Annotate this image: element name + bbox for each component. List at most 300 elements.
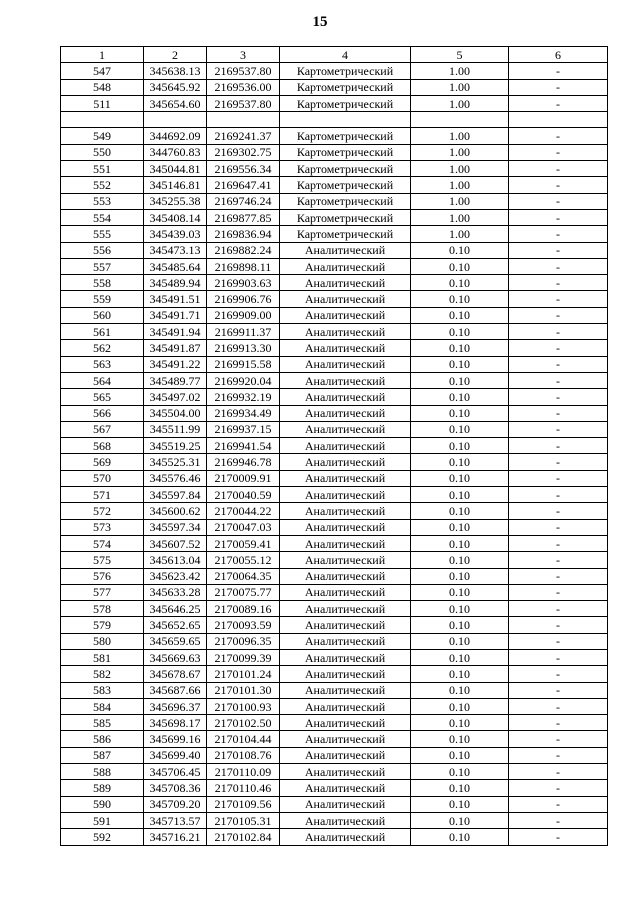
table-cell: 1.00 (411, 63, 509, 79)
table-cell: - (509, 405, 608, 421)
table-cell: 345491.71 (144, 307, 207, 323)
table-cell: 345645.92 (144, 79, 207, 95)
table-cell: 563 (61, 356, 144, 372)
table-cell: 592 (61, 829, 144, 845)
table-cell: 345716.21 (144, 829, 207, 845)
table-cell: 2170040.59 (207, 487, 280, 503)
table-cell: 345504.00 (144, 405, 207, 421)
table-cell: 547 (61, 63, 144, 79)
table-cell: 345519.25 (144, 438, 207, 454)
table-cell: 1.00 (411, 144, 509, 160)
table-cell: 345473.13 (144, 242, 207, 258)
table-cell: 0.10 (411, 601, 509, 617)
table-cell: 2169877.85 (207, 209, 280, 225)
table-cell: 554 (61, 209, 144, 225)
table-cell: Аналитический (280, 242, 411, 258)
table-cell: 2170101.24 (207, 666, 280, 682)
table-cell: - (509, 666, 608, 682)
table-cell: 588 (61, 764, 144, 780)
table-cell: 1.00 (411, 209, 509, 225)
table-cell: - (509, 177, 608, 193)
table-cell: Аналитический (280, 519, 411, 535)
table-cell: 2170099.39 (207, 649, 280, 665)
table-cell: 345489.77 (144, 372, 207, 388)
table-cell: 0.10 (411, 454, 509, 470)
table-cell: - (509, 682, 608, 698)
table-cell: Картометрический (280, 177, 411, 193)
table-row (61, 601, 608, 617)
coordinates-table (60, 46, 608, 846)
table-cell: 345613.04 (144, 552, 207, 568)
table-cell: - (509, 503, 608, 519)
table-cell: 2169932.19 (207, 389, 280, 405)
table-cell: - (509, 568, 608, 584)
table-cell: 584 (61, 698, 144, 714)
table-row (61, 95, 608, 111)
table-row (61, 503, 608, 519)
table-cell: 0.10 (411, 307, 509, 323)
table-cell: 345491.94 (144, 324, 207, 340)
table-cell: - (509, 715, 608, 731)
table-cell: - (509, 307, 608, 323)
table-cell: - (509, 829, 608, 845)
table-cell: - (509, 226, 608, 242)
table-body (61, 63, 608, 845)
table-cell: 1.00 (411, 128, 509, 144)
table-row (61, 324, 608, 340)
table-cell: 0.10 (411, 731, 509, 747)
table-cell: Картометрический (280, 79, 411, 95)
table-cell: 0.10 (411, 552, 509, 568)
table-cell: 0.10 (411, 519, 509, 535)
table-cell: 561 (61, 324, 144, 340)
table-cell: 1.00 (411, 226, 509, 242)
table-cell: 578 (61, 601, 144, 617)
table-row (61, 275, 608, 291)
table-row (61, 258, 608, 274)
table-row (61, 535, 608, 551)
table-cell: - (509, 372, 608, 388)
table-cell: Картометрический (280, 95, 411, 111)
table-cell: - (509, 649, 608, 665)
table-cell: - (509, 552, 608, 568)
table-cell: 0.10 (411, 535, 509, 551)
table-cell: 585 (61, 715, 144, 731)
table-cell: Аналитический (280, 568, 411, 584)
table-cell: 0.10 (411, 796, 509, 812)
table-cell: 0.10 (411, 649, 509, 665)
table-cell: 569 (61, 454, 144, 470)
table-cell: 345623.42 (144, 568, 207, 584)
table-cell: Картометрический (280, 226, 411, 242)
table-cell: 2169537.80 (207, 95, 280, 111)
table-cell: 2169946.78 (207, 454, 280, 470)
table-row (61, 617, 608, 633)
table-cell: Аналитический (280, 601, 411, 617)
table-header-row (61, 47, 608, 63)
table-row (61, 372, 608, 388)
table-cell: 590 (61, 796, 144, 812)
table-cell: - (509, 144, 608, 160)
table-cell: 345638.13 (144, 63, 207, 79)
table-cell: 345511.99 (144, 421, 207, 437)
table-cell: - (509, 584, 608, 600)
table-cell: Картометрический (280, 193, 411, 209)
table-cell: 2169302.75 (207, 144, 280, 160)
table-cell: Аналитический (280, 307, 411, 323)
table-cell: Аналитический (280, 340, 411, 356)
table-cell: Аналитический (280, 812, 411, 828)
table-cell: 2169898.11 (207, 258, 280, 274)
table-row (61, 161, 608, 177)
table-cell: 553 (61, 193, 144, 209)
table-row (61, 633, 608, 649)
table-cell: 2170093.59 (207, 617, 280, 633)
table-cell (411, 112, 509, 128)
table-row (61, 796, 608, 812)
table-cell: Аналитический (280, 324, 411, 340)
table-cell: 0.10 (411, 829, 509, 845)
table-cell: 573 (61, 519, 144, 535)
table-cell: 579 (61, 617, 144, 633)
table-cell: 345576.46 (144, 470, 207, 486)
table-cell: 0.10 (411, 715, 509, 731)
table-cell: - (509, 242, 608, 258)
table-cell: - (509, 796, 608, 812)
table-cell: - (509, 470, 608, 486)
table-cell: 2170089.16 (207, 601, 280, 617)
table-cell: 586 (61, 731, 144, 747)
table-cell: 345652.65 (144, 617, 207, 633)
table-cell: - (509, 161, 608, 177)
table-cell: 344760.83 (144, 144, 207, 160)
table-cell: Аналитический (280, 470, 411, 486)
table-cell: 345489.94 (144, 275, 207, 291)
table-cell: 551 (61, 161, 144, 177)
table-cell: 2169836.94 (207, 226, 280, 242)
table-row (61, 242, 608, 258)
table-cell: 345408.14 (144, 209, 207, 225)
table-cell: 2170009.91 (207, 470, 280, 486)
table-cell: Аналитический (280, 405, 411, 421)
table-cell: Аналитический (280, 454, 411, 470)
table-cell: 345491.87 (144, 340, 207, 356)
table-cell: 0.10 (411, 421, 509, 437)
table-cell: 581 (61, 649, 144, 665)
table-cell: 0.10 (411, 275, 509, 291)
table-cell: 0.10 (411, 568, 509, 584)
table-cell: 345497.02 (144, 389, 207, 405)
table-cell: Аналитический (280, 503, 411, 519)
table-cell: 345600.62 (144, 503, 207, 519)
column-header: 1 (61, 47, 144, 63)
table-cell: 345646.25 (144, 601, 207, 617)
table-cell: 1.00 (411, 177, 509, 193)
table-cell: 1.00 (411, 161, 509, 177)
table-cell: 556 (61, 242, 144, 258)
table-cell: 2169537.80 (207, 63, 280, 79)
table-cell: 345255.38 (144, 193, 207, 209)
table-row (61, 682, 608, 698)
table-cell: 2169556.34 (207, 161, 280, 177)
table-row (61, 193, 608, 209)
table-cell: 2170100.93 (207, 698, 280, 714)
table-cell (207, 112, 280, 128)
table-row (61, 584, 608, 600)
table-cell: 511 (61, 95, 144, 111)
table-cell: 583 (61, 682, 144, 698)
table-cell: 345698.17 (144, 715, 207, 731)
table-cell: 568 (61, 438, 144, 454)
table-cell: 0.10 (411, 780, 509, 796)
table-row (61, 649, 608, 665)
table-cell: 548 (61, 79, 144, 95)
table-cell: - (509, 601, 608, 617)
table-row (61, 128, 608, 144)
table-cell: 0.10 (411, 584, 509, 600)
table-cell: 0.10 (411, 372, 509, 388)
table-cell: 2170064.35 (207, 568, 280, 584)
table-cell: 1.00 (411, 79, 509, 95)
table-cell: Аналитический (280, 764, 411, 780)
table-cell: Аналитический (280, 372, 411, 388)
table-row (61, 112, 608, 128)
table-cell: 591 (61, 812, 144, 828)
table-cell: 560 (61, 307, 144, 323)
table-cell: 574 (61, 535, 144, 551)
table-cell: Аналитический (280, 291, 411, 307)
table-cell: 0.10 (411, 747, 509, 763)
table-row (61, 698, 608, 714)
table-row (61, 177, 608, 193)
table-cell: Аналитический (280, 421, 411, 437)
table-cell: 570 (61, 470, 144, 486)
table-cell: 345633.28 (144, 584, 207, 600)
table-cell: - (509, 812, 608, 828)
table-cell: 345678.67 (144, 666, 207, 682)
table-cell: 2170105.31 (207, 812, 280, 828)
table-cell: - (509, 128, 608, 144)
table-cell: - (509, 747, 608, 763)
table-cell: 345699.40 (144, 747, 207, 763)
table-cell: - (509, 389, 608, 405)
table-cell: 2169746.24 (207, 193, 280, 209)
table-cell: 345699.16 (144, 731, 207, 747)
table-cell: - (509, 698, 608, 714)
table-cell: 558 (61, 275, 144, 291)
table-cell: 2169882.24 (207, 242, 280, 258)
table-cell: 345597.34 (144, 519, 207, 535)
table-cell: 0.10 (411, 405, 509, 421)
table-cell: 2169920.04 (207, 372, 280, 388)
table-row (61, 340, 608, 356)
table-cell: 345687.66 (144, 682, 207, 698)
table-cell: Картометрический (280, 63, 411, 79)
table-cell (509, 112, 608, 128)
table-cell: 2170110.09 (207, 764, 280, 780)
table-cell: 2170055.12 (207, 552, 280, 568)
table-cell: - (509, 324, 608, 340)
table-cell: 2170059.41 (207, 535, 280, 551)
table-cell: 345659.65 (144, 633, 207, 649)
table-cell: - (509, 258, 608, 274)
table-cell: - (509, 519, 608, 535)
table-cell: 0.10 (411, 324, 509, 340)
table-cell: 0.10 (411, 633, 509, 649)
table-cell: 2170075.77 (207, 584, 280, 600)
table-row (61, 356, 608, 372)
table-cell: - (509, 764, 608, 780)
table-cell: 345044.81 (144, 161, 207, 177)
table-cell: Аналитический (280, 487, 411, 503)
table-cell: 2169941.54 (207, 438, 280, 454)
table-cell: - (509, 79, 608, 95)
table-cell: 0.10 (411, 242, 509, 258)
table-cell: Аналитический (280, 438, 411, 454)
table-cell: Аналитический (280, 666, 411, 682)
table-cell: 2170102.50 (207, 715, 280, 731)
table-cell: Аналитический (280, 796, 411, 812)
column-header: 2 (144, 47, 207, 63)
table-cell: 2169913.30 (207, 340, 280, 356)
table-cell: 345708.36 (144, 780, 207, 796)
table-cell: 0.10 (411, 389, 509, 405)
table-row (61, 226, 608, 242)
table-cell: 557 (61, 258, 144, 274)
table-cell: 576 (61, 568, 144, 584)
table-cell: 2169906.76 (207, 291, 280, 307)
table-cell: 2170110.46 (207, 780, 280, 796)
table-cell: - (509, 535, 608, 551)
table-cell (144, 112, 207, 128)
table-cell: 549 (61, 128, 144, 144)
table-cell: - (509, 780, 608, 796)
table-row (61, 747, 608, 763)
table-cell: 2170047.03 (207, 519, 280, 535)
table-cell: 2170108.76 (207, 747, 280, 763)
table-row (61, 144, 608, 160)
table-cell: Аналитический (280, 731, 411, 747)
column-header: 5 (411, 47, 509, 63)
table-row (61, 812, 608, 828)
table-cell: 2170101.30 (207, 682, 280, 698)
table-cell: - (509, 633, 608, 649)
table-row (61, 79, 608, 95)
table-cell: 345525.31 (144, 454, 207, 470)
table-row (61, 487, 608, 503)
table-cell: 345491.22 (144, 356, 207, 372)
table-cell: Аналитический (280, 584, 411, 600)
table-row (61, 405, 608, 421)
table-cell: 345669.63 (144, 649, 207, 665)
table-cell: 2169647.41 (207, 177, 280, 193)
table-cell: 559 (61, 291, 144, 307)
table-cell: Аналитический (280, 715, 411, 731)
page-number: 15 (312, 14, 328, 30)
table-cell: Аналитический (280, 356, 411, 372)
table-cell: - (509, 95, 608, 111)
table-cell: Аналитический (280, 275, 411, 291)
table-cell: 345146.81 (144, 177, 207, 193)
table-cell: 345713.57 (144, 812, 207, 828)
table-cell: - (509, 454, 608, 470)
table-cell: Аналитический (280, 633, 411, 649)
table-cell: 589 (61, 780, 144, 796)
table-cell: 2169934.49 (207, 405, 280, 421)
table-cell: 0.10 (411, 258, 509, 274)
table-cell: 0.10 (411, 764, 509, 780)
table-cell: 0.10 (411, 698, 509, 714)
table-cell: 344692.09 (144, 128, 207, 144)
table-cell: 580 (61, 633, 144, 649)
table-cell: 565 (61, 389, 144, 405)
table-cell: - (509, 438, 608, 454)
table-cell: Картометрический (280, 128, 411, 144)
table-cell: 575 (61, 552, 144, 568)
table-cell: 345709.20 (144, 796, 207, 812)
table-row (61, 780, 608, 796)
table-cell: 0.10 (411, 487, 509, 503)
table-cell: Аналитический (280, 535, 411, 551)
table-cell: - (509, 291, 608, 307)
table-cell: 587 (61, 747, 144, 763)
table-cell: Аналитический (280, 389, 411, 405)
column-header: 4 (280, 47, 411, 63)
table-cell: Аналитический (280, 780, 411, 796)
table-cell: Аналитический (280, 258, 411, 274)
table-cell: 2170044.22 (207, 503, 280, 519)
table-cell: 2169911.37 (207, 324, 280, 340)
table-cell: 2169536.00 (207, 79, 280, 95)
table-cell: 345607.52 (144, 535, 207, 551)
table-cell: 2170096.35 (207, 633, 280, 649)
table-cell: - (509, 731, 608, 747)
table-cell: - (509, 193, 608, 209)
table-row (61, 764, 608, 780)
table-cell (280, 112, 411, 128)
table-cell: 0.10 (411, 503, 509, 519)
table-cell: 555 (61, 226, 144, 242)
table-cell: 0.10 (411, 617, 509, 633)
table-cell: 1.00 (411, 193, 509, 209)
table-cell: 345654.60 (144, 95, 207, 111)
column-header: 3 (207, 47, 280, 63)
table-cell: 2170109.56 (207, 796, 280, 812)
table-row (61, 731, 608, 747)
table-cell: 345491.51 (144, 291, 207, 307)
table-cell: - (509, 421, 608, 437)
table-row (61, 454, 608, 470)
table-cell: 345439.03 (144, 226, 207, 242)
table-cell: - (509, 617, 608, 633)
table-row (61, 568, 608, 584)
table-cell: 562 (61, 340, 144, 356)
table-row (61, 666, 608, 682)
table-cell: 0.10 (411, 470, 509, 486)
table-cell: 577 (61, 584, 144, 600)
table-cell: 550 (61, 144, 144, 160)
table-cell: 572 (61, 503, 144, 519)
table-cell: 0.10 (411, 291, 509, 307)
table-cell: Аналитический (280, 617, 411, 633)
table-cell: 2170102.84 (207, 829, 280, 845)
table-cell: 0.10 (411, 340, 509, 356)
table-cell: 566 (61, 405, 144, 421)
table-cell: 571 (61, 487, 144, 503)
table-cell: 345597.84 (144, 487, 207, 503)
table-cell: 2170104.44 (207, 731, 280, 747)
table-cell: 2169909.00 (207, 307, 280, 323)
